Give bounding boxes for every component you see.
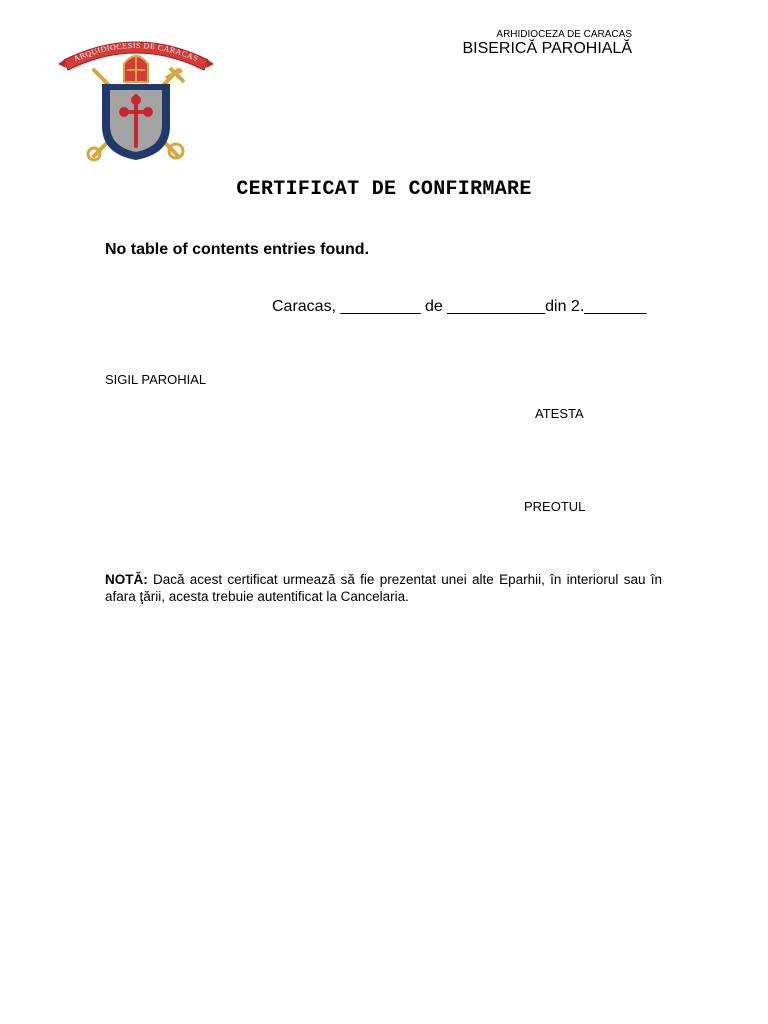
parish-name: BISERICĂ PAROHIALĂ [462, 40, 632, 57]
coat-of-arms-image [58, 30, 214, 164]
mitre-icon [124, 56, 148, 82]
attest-label: ATESTA [535, 406, 584, 421]
note-paragraph [105, 571, 662, 605]
toc-message: No table of contents entries found. [105, 241, 370, 258]
diocese-name: ARHIDIOCEZA DE CARACAS [496, 29, 632, 40]
document-title: CERTIFICAT DE CONFIRMARE [236, 178, 532, 201]
banner-text: ARQUIDIOCESIS DE CARACAS [72, 40, 200, 64]
shield-icon [102, 84, 170, 160]
date-line: Caracas, _________ de ___________din 2._______ [272, 298, 647, 315]
seal-label: SIGIL PAROHIAL [105, 372, 207, 387]
note-label: NOTĂ: [105, 572, 148, 587]
archdiocese-coat-of-arms [58, 30, 214, 164]
priest-label: PREOTUL [524, 499, 586, 514]
note-text: Dacă acest certificat urmează să fie prezentat unei alte Eparhii, în interiorul sau în afara ţării, acesta trebuie autentificat la Cancelaria. [105, 572, 662, 604]
